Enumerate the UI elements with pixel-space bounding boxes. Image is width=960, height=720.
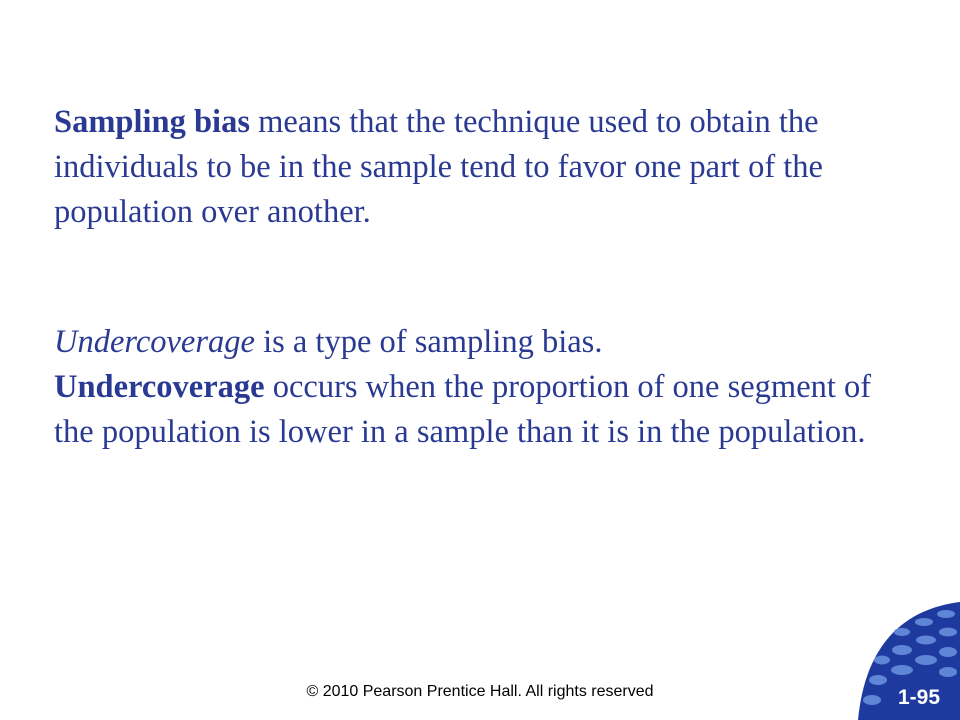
undercoverage-intro-text: is a type of sampling bias. [254, 324, 603, 360]
undercoverage-term-bold: Undercoverage [54, 369, 265, 405]
slide-number: 1-95 [897, 686, 940, 709]
undercoverage-detail-text: occurs when the proportion of one segment of the population is lower in a sample than it is in the population. [54, 369, 872, 450]
sampling-bias-text: means that the technique used to obtain the individuals to be in the sample tend to favor one part of the population over another. [54, 104, 823, 230]
sampling-bias-definition [54, 100, 904, 235]
copyright-notice: © 2010 Pearson Prentice Hall. All rights reserved [306, 683, 654, 700]
undercoverage-term-italic: Undercoverage [54, 324, 255, 360]
sampling-bias-term: Sampling bias [54, 104, 250, 140]
undercoverage-definition [54, 320, 904, 455]
